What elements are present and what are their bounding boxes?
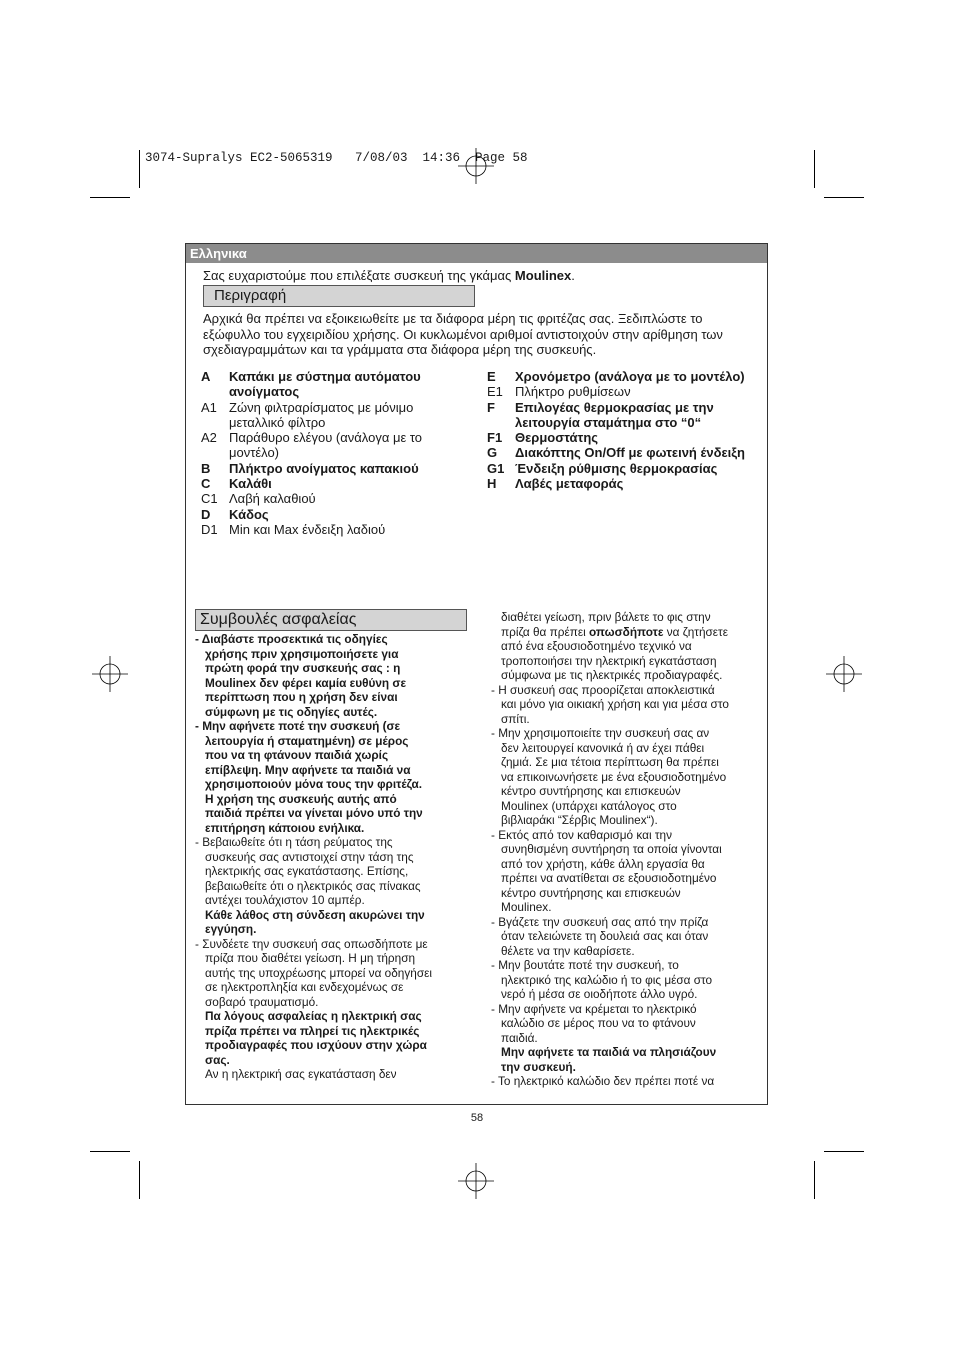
registration-mark-icon [826, 656, 862, 692]
part-code: H [487, 476, 497, 492]
safety-line-text: από τον χρήστη, κάθε άλλη εργασία θα [501, 856, 705, 871]
part-text: Κάδος [229, 506, 269, 522]
crop-mark [90, 1151, 130, 1152]
safety-line [491, 1031, 763, 1046]
intro-end: . [571, 268, 575, 283]
safety-line [491, 1060, 763, 1075]
intro-text [203, 268, 575, 283]
crop-mark [90, 197, 130, 198]
safety-line [195, 835, 460, 850]
safety-line-text: που να τη φτάνουν παιδιά χωρίς [205, 748, 389, 762]
safety-line-text: πρίζα που διαθέτει γείωση. Η μη τήρηση [205, 951, 416, 965]
safety-line-text: Moulinex δεν φέρει καμία ευθύνη σε [205, 675, 407, 690]
safety-line-text: κέντρο συντήρησης και επισκευών [501, 885, 681, 900]
safety-line-text: νερό ή μέσα σε οιοδήποτε άλλο υγρό. [501, 987, 698, 1001]
crop-mark [824, 197, 864, 198]
safety-line [195, 995, 460, 1010]
safety-line-text: ηλεκτρικής σας εγκατάστασης. Επίσης, [205, 864, 409, 878]
safety-line [491, 842, 763, 857]
part-text: Πλήκτρο ρυθμίσεων [515, 384, 631, 400]
safety-line [491, 712, 763, 727]
crop-mark [824, 1151, 864, 1152]
part-code: F1 [487, 430, 503, 446]
part-item [487, 384, 757, 399]
safety-line [491, 625, 763, 640]
safety-line [195, 966, 460, 981]
safety-line-text: Πα λόγους ασφαλείας η ηλεκτρική σας [205, 1009, 422, 1023]
safety-line-text: να επικοινωνήσετε με ένα εξουσιοδοτημένο [501, 769, 727, 784]
safety-line-tail: να ζητήσετε [663, 624, 728, 639]
part-code: G [487, 445, 498, 461]
safety-line-text: και μόνο για οικιακή χρήση και για μέσα στο [501, 697, 729, 711]
safety-line [491, 683, 763, 698]
safety-line-text: από ένα εξουσιοδοτημένο τεχνικό να [501, 639, 692, 653]
part-code: C [201, 476, 211, 492]
safety-line-text: σοβαρό τραυματισμό. [205, 994, 319, 1009]
safety-line-text: χρήσης πριν χρησιμοποιήσετε για [205, 646, 399, 661]
safety-line-text: επιτήρηση κάποιου ενήλικα. [205, 820, 365, 835]
safety-line [491, 886, 763, 901]
safety-line-text: περίπτωση που η χρήση δεν είναι [205, 690, 398, 704]
part-text: Χρονόμετρο (ανάλογα με το μοντέλο) [515, 369, 745, 384]
safety-line-text: βεβαιωθείτε ότι ο ηλεκτρικός σας πίνακας [205, 878, 421, 893]
part-item [201, 507, 456, 522]
safety-line-text: σπίτι. [501, 711, 530, 726]
part-text: Επιλογέας θερμοκρασίας με την λειτουργία σταμάτημα στο “0“ [515, 399, 714, 430]
safety-line-text: αυτής της υποχρέωσης μπορεί να οδηγήσει [205, 965, 432, 980]
safety-line-text: όταν τελειώνετε τη δουλειά σας και όταν [501, 929, 709, 943]
safety-line-text: ηλεκτρικό της καλώδιο ή το φις μέσα στο [501, 972, 713, 987]
safety-line-text: πρέπει να ανατίθεται σε εξουσιοδοτημένο [501, 871, 717, 885]
safety-line [195, 937, 460, 952]
safety-line-text: διαθέτει γείωση, πριν βάλετε το φις στην [501, 610, 711, 624]
part-item [487, 430, 757, 445]
safety-line [195, 748, 460, 763]
safety-line-text: προδιαγραφές που ισχύουν στην χώρα [205, 1038, 427, 1052]
safety-line [491, 944, 763, 959]
safety-line-text: - Μην βουτάτε ποτέ την συσκευή, το [491, 958, 679, 972]
safety-line [195, 821, 460, 836]
part-code: B [201, 460, 211, 476]
safety-line-text: αντέχει τουλάχιστον 10 αμπέρ. [205, 893, 365, 907]
safety-line [195, 792, 460, 807]
safety-line [491, 828, 763, 843]
safety-line [491, 697, 763, 712]
safety-column-left [195, 632, 460, 1082]
safety-line-text: Κάθε λάθος στη σύνδεση ακυρώνει την [205, 907, 425, 922]
safety-line-text: κέντρο συντήρησης και επισκευών [501, 784, 681, 798]
part-item [487, 400, 757, 431]
safety-line-text: σύμφωνη με τις οδηγίες αυτές. [205, 704, 378, 719]
part-code: A1 [201, 399, 217, 415]
part-code: C1 [201, 491, 218, 507]
part-code: D [201, 506, 211, 522]
part-code: E1 [487, 384, 503, 400]
safety-line-text: παιδιά πρέπει να γίνεται μόνο υπό την [205, 806, 423, 820]
safety-line [491, 668, 763, 683]
safety-line [195, 1009, 460, 1024]
safety-line [491, 1045, 763, 1060]
safety-line-text: Η χρήση της συσκευής αυτής από [205, 791, 397, 806]
page-number: 58 [470, 1112, 484, 1124]
part-item [201, 430, 456, 461]
safety-line-text: τροποποιήσει την ηλεκτρική εγκατάσταση [501, 653, 717, 668]
safety-line [491, 987, 763, 1002]
safety-line [491, 871, 763, 886]
safety-line-text: - Μην αφήνετε ποτέ την συσκευή (σε [195, 719, 401, 733]
safety-line-text: πρίζα θα πρέπει [501, 624, 590, 639]
language-header: Ελληνικα [186, 244, 767, 263]
safety-line-text: - Μην αφήνετε να κρέμεται το ηλεκτρικό [491, 1001, 697, 1016]
part-code: D1 [201, 521, 218, 537]
safety-line-text: την συσκευή. [501, 1059, 576, 1074]
safety-line [195, 1038, 460, 1053]
safety-heading: Συμβουλές ασφαλείας [195, 609, 467, 631]
safety-line [491, 915, 763, 930]
brand-name: Moulinex [514, 268, 572, 283]
safety-line [195, 647, 460, 662]
part-text: Καλάθι [229, 476, 272, 492]
safety-line-text: - Βγάζετε την συσκευή σας από την πρίζα [491, 914, 709, 929]
registration-mark-icon [458, 1163, 494, 1199]
part-code: A [201, 369, 211, 384]
safety-line [195, 980, 460, 995]
part-text: Καπάκι με σύστημα αυτόματου ανοίγματος [229, 369, 421, 400]
safety-line [195, 1053, 460, 1068]
crop-mark [814, 150, 815, 188]
safety-line-text: σύμφωνα με τις ηλεκτρικές προδιαγραφές. [501, 668, 723, 682]
intro-sentence: Σας ευχαριστούμε που επιλέξατε συσκευή της γκάμας [203, 268, 515, 283]
part-text: Λαβή καλαθιού [229, 491, 316, 507]
safety-line-text: Μην αφήνετε τα παιδιά να πλησιάζουν [501, 1045, 717, 1059]
safety-line-text: σας. [205, 1052, 230, 1067]
part-text: Παράθυρο ελέγου (ανάλογα με το μοντέλο) [229, 430, 423, 461]
safety-line [491, 726, 763, 741]
part-item [201, 476, 456, 491]
safety-line [195, 850, 460, 865]
safety-line [491, 900, 763, 915]
part-item [201, 400, 456, 431]
safety-line [491, 929, 763, 944]
part-text: Θερμοστάτης [515, 430, 599, 446]
registration-mark-icon [92, 656, 128, 692]
safety-line-text: δεν λειτουργεί κανονικά ή αν έχει πάθει [501, 740, 705, 755]
safety-line-text: θέλετε να την καθαρίσετε. [501, 943, 635, 958]
part-text: Ένδειξη ρύθμισης θερμοκρασίας [515, 460, 718, 476]
safety-line [491, 610, 763, 625]
safety-line-text: πρώτη φορά την συσκευής σας : η [205, 661, 401, 675]
safety-line-text: Moulinex (υπάρχει κατάλογος στο [501, 798, 677, 813]
safety-line [195, 661, 460, 676]
safety-line-text: - Βεβαιωθείτε ότι η τάση ρεύματος της [195, 835, 393, 849]
part-text: Πλήκτρο ανοίγματος καπακιού [229, 460, 419, 476]
safety-line [195, 864, 460, 879]
safety-line-text: επίβλεψη. Μην αφήνετε τα παιδιά να [205, 762, 411, 777]
safety-line [195, 893, 460, 908]
part-item [487, 476, 757, 491]
part-item [201, 461, 456, 476]
safety-line-text: συσκευής σας αντιστοιχεί στην τάση της [205, 849, 414, 864]
part-text: Λαβές μεταφοράς [515, 476, 624, 492]
safety-line [491, 973, 763, 988]
print-slug: 3074-Supralys EC2-5065319 7/08/03 14:36 Page 58 [145, 151, 528, 165]
safety-line [491, 1074, 763, 1089]
safety-line [195, 676, 460, 691]
part-item [487, 445, 757, 460]
safety-line-text: Moulinex. [501, 900, 552, 914]
safety-line-text: - Το ηλεκτρικό καλώδιο δεν πρέπει ποτέ να [491, 1074, 715, 1088]
description-heading: Περιγραφή [203, 285, 475, 307]
parts-list-right [487, 369, 757, 491]
emphasis-word: οπωσδήποτε [589, 624, 664, 639]
safety-line-text: - Εκτός από τον καθαρισμό και την [491, 827, 672, 842]
safety-line-text: λειτουργία ή σταματημένη) σε μέρος [205, 733, 409, 748]
part-item [487, 369, 757, 384]
safety-line-text: - Συνδέετε την συσκευή σας οπωσδήποτε με [195, 936, 428, 951]
safety-line [195, 690, 460, 705]
safety-line [195, 879, 460, 894]
safety-line [195, 806, 460, 821]
safety-line [491, 958, 763, 973]
part-item [201, 491, 456, 506]
safety-line [195, 908, 460, 923]
safety-line [491, 639, 763, 654]
safety-line [195, 763, 460, 778]
safety-line-text: παιδιά. [501, 1030, 538, 1045]
part-text: Min και Max ένδειξη λαδιού [229, 521, 386, 537]
safety-line-text: σε ηλεκτροπληξία και ενδεχομένως σε [205, 980, 404, 994]
safety-line-text: συνηθισμένη συντήρηση τα οποία γίνονται [501, 842, 722, 856]
safety-line [195, 1067, 460, 1082]
safety-line [491, 755, 763, 770]
registration-mark-icon [458, 148, 494, 184]
safety-line [491, 799, 763, 814]
safety-line [195, 705, 460, 720]
safety-line-text: - Μην χρησιμοποιείτε την συσκευή σας αν [491, 726, 710, 740]
safety-line [195, 922, 460, 937]
part-text: Διακόπτης On/Off με φωτεινή ένδειξη [515, 445, 745, 461]
safety-line [491, 857, 763, 872]
safety-line [195, 719, 460, 734]
safety-line [195, 951, 460, 966]
safety-line [491, 784, 763, 799]
safety-column-right [491, 610, 763, 1089]
part-text: Ζώνη φιλτραρίσματος με μόνιμο μεταλλικό φίλτρο [229, 399, 414, 430]
safety-line-text: εγγύηση. [205, 922, 257, 936]
safety-line-text: - Η συσκευή σας προορίζεται αποκλειστικά [491, 682, 715, 697]
part-item [201, 522, 456, 537]
parts-list-left [201, 369, 456, 537]
part-code: F [487, 399, 495, 415]
safety-line-text: καλώδιο σε μέρος που να το φτάνουν [501, 1016, 696, 1030]
safety-line-text: - Διαβάστε προσεκτικά τις οδηγίες [195, 632, 388, 646]
safety-line [491, 741, 763, 756]
safety-line [195, 632, 460, 647]
safety-line [195, 1024, 460, 1039]
part-code: A2 [201, 430, 217, 446]
description-paragraph: Αρχικά θα πρέπει να εξοικειωθείτε με τα διάφορα μέρη τις φριτέζας σας. Ξεδιπλώστε το εξώφυλλο του εγχειριδίου χρήσης. Οι κυκλωμένοι αριθμοί αντιστοιχούν στην αρίθμηση των σχεδιαγραμμάτων και τα γράμματα στα διάφορα μέρη της συσκευής. [203, 311, 723, 357]
content-frame [185, 243, 768, 1105]
safety-line [195, 777, 460, 792]
safety-line-text: Αν η ηλεκτρική σας εγκατάσταση δεν [205, 1067, 397, 1081]
part-item [201, 369, 456, 400]
crop-mark [139, 1161, 140, 1199]
safety-line [491, 770, 763, 785]
part-code: E [487, 369, 496, 384]
safety-line-text: βιβλιαράκι “Σέρβις Moulinex“). [501, 813, 658, 827]
part-item [487, 461, 757, 476]
part-code: G1 [487, 460, 505, 476]
safety-line [491, 813, 763, 828]
safety-line-text: ζημιά. Σε μια τέτοια περίπτωση θα πρέπει [501, 755, 719, 769]
safety-line [195, 734, 460, 749]
crop-mark [139, 150, 140, 188]
safety-line-text: χρησιμοποιούν μόνα τους την φριτέζα. [205, 777, 422, 791]
safety-line [491, 1016, 763, 1031]
crop-mark [814, 1161, 815, 1199]
safety-line-text: πρίζα πρέπει να πληρεί τις ηλεκτρικές [205, 1023, 420, 1038]
safety-line [491, 654, 763, 669]
safety-line [491, 1002, 763, 1017]
